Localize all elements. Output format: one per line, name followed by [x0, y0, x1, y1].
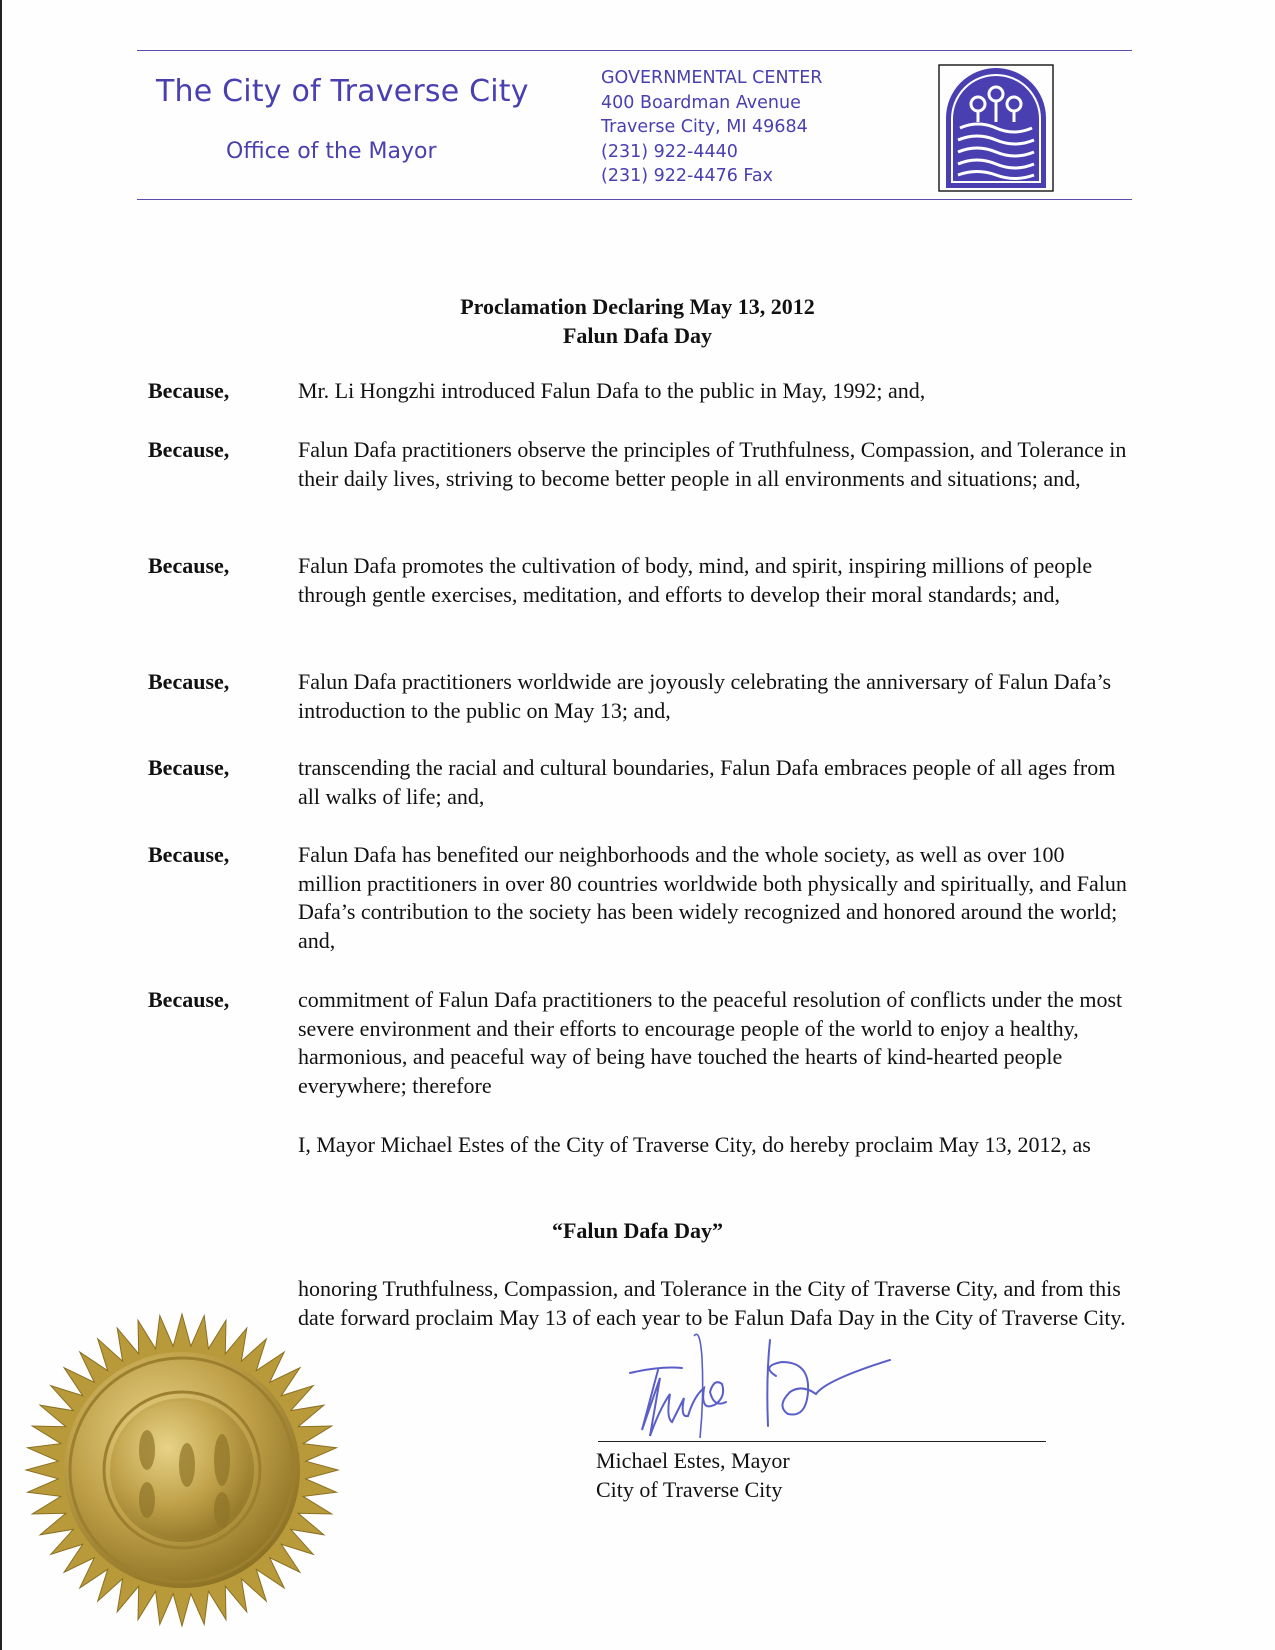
clause-text: Falun Dafa has benefited our neighborhoods and the whole society, as well as over 100 million practitioners in over 80 countries worldwide both physically and spiritually, and Falun Dafa’s contribution to the society has been widely recognized and honored around the world; and,: [298, 842, 1127, 953]
mayor-signature: [620, 1318, 910, 1458]
clause-label: Because,: [148, 437, 230, 462]
signature-line: [598, 1441, 1046, 1442]
signer-name: Michael Estes, Mayor: [596, 1448, 790, 1473]
proclamation-title: Proclamation Declaring May 13, 2012: [460, 294, 815, 319]
city-emblem-icon: [938, 64, 1054, 192]
clause-text: transcending the racial and cultural boundaries, Falun Dafa embraces people of all ages from all walks of life; and,: [298, 755, 1116, 809]
clause-label: Because,: [148, 378, 230, 403]
clause-label: Because,: [148, 669, 230, 694]
address-block: [601, 66, 822, 189]
letterhead-top-rule: [137, 50, 1132, 51]
gold-seal-icon: [22, 1310, 342, 1630]
address-line: (231) 922-4440: [601, 141, 738, 162]
clause-text: Falun Dafa practitioners worldwide are joyously celebrating the anniversary of Falun Dafa’s introduction to the public on May 13; and,: [298, 669, 1112, 723]
clause-text: Falun Dafa practitioners observe the principles of Truthfulness, Compassion, and Tolerance in their daily lives, striving to become better people in all environments and situations; and,: [298, 437, 1127, 491]
address-line: Traverse City, MI 49684: [601, 117, 808, 137]
clause-label: Because,: [148, 553, 230, 578]
clause-label: Because,: [148, 987, 230, 1012]
signer-city: City of Traverse City: [596, 1477, 783, 1502]
office-name: Office of the Mayor: [226, 139, 437, 164]
proclamation-subtitle: Falun Dafa Day: [562, 323, 713, 348]
address-line: 400 Boardman Avenue: [601, 92, 801, 113]
address-line: (231) 922-4476 Fax: [601, 166, 773, 186]
city-name: The City of Traverse City: [156, 74, 529, 109]
clause-text: Mr. Li Hongzhi introduced Falun Dafa to the public in May, 1992; and,: [298, 378, 926, 403]
proclaim-statement: I, Mayor Michael Estes of the City of Traverse City, do hereby proclaim May 13, 2012, as: [298, 1132, 1091, 1157]
letterhead-bottom-rule: [137, 199, 1132, 200]
day-name: “Falun Dafa Day”: [551, 1218, 724, 1243]
clause-text: Falun Dafa promotes the cultivation of body, mind, and spirit, inspiring millions of people through gentle exercises, meditation, and efforts to develop their moral standards; and,: [298, 553, 1093, 607]
address-line: GOVERNMENTAL CENTER: [601, 68, 823, 88]
closing-statement: honoring Truthfulness, Compassion, and Tolerance in the City of Traverse City, and from this date forward proclaim May 13 of each year to be Falun Dafa Day in the City of Traverse City.: [298, 1276, 1126, 1330]
clause-text: commitment of Falun Dafa practitioners to the peaceful resolution of conflicts under the most severe environment and their efforts to encourage people of the world to enjoy a healthy, harmonious, and peaceful way of being have touched the hearts of kind-hearted people everywhere; therefore: [298, 987, 1123, 1098]
clause-label: Because,: [148, 842, 230, 867]
page-edge-line: [0, 0, 2, 1650]
clause-label: Because,: [148, 755, 230, 780]
